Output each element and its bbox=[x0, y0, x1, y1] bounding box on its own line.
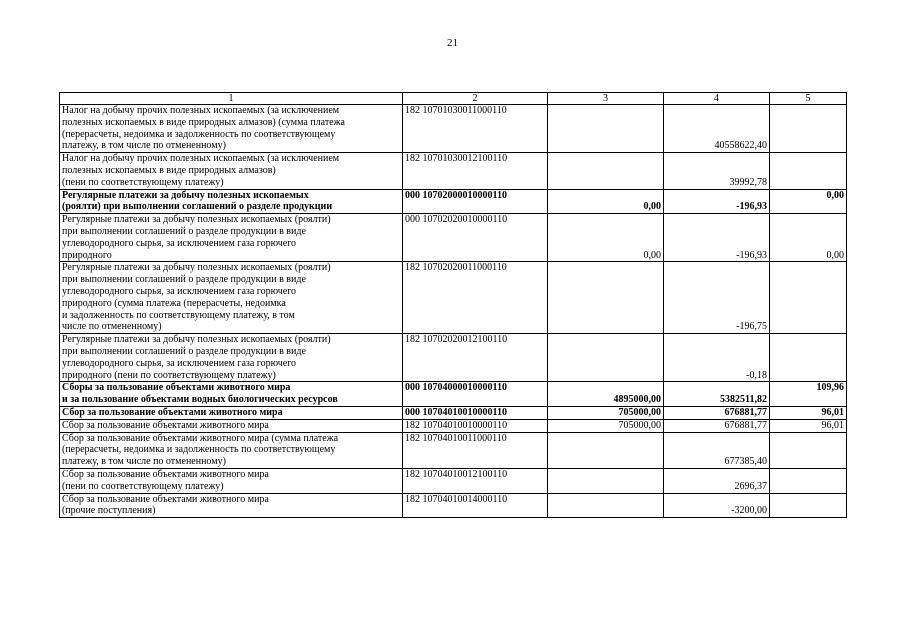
cell-code: 000 10704000010000110 bbox=[403, 382, 548, 407]
table-row bbox=[60, 153, 847, 189]
name-line: (пени по соответствующему платежу) bbox=[62, 480, 224, 492]
name-line: (пени по соответствующему платежу) bbox=[62, 176, 224, 188]
column-header-1: 1 bbox=[60, 93, 403, 105]
cell-code: 182 10704010014000110 bbox=[403, 493, 548, 518]
cell-plan: 0,00 bbox=[548, 189, 664, 214]
name-line: Сбор за пользование объектами животного мира bbox=[62, 419, 269, 431]
name-line: Налог на добычу прочих полезных ископаемых (за исключением bbox=[62, 153, 340, 165]
cell-plan bbox=[548, 153, 664, 189]
cell-name bbox=[60, 105, 403, 153]
table-row bbox=[60, 493, 847, 518]
cell-plan: 0,00 bbox=[548, 214, 664, 262]
name-line: полезных ископаемых в виде природных алмазов) (сумма платежа bbox=[62, 116, 345, 128]
name-line: Сбор за пользование объектами животного мира bbox=[62, 468, 269, 480]
name-line: и за пользование объектами водных биологических ресурсов bbox=[62, 394, 338, 406]
cell-actual: 5382511,82 bbox=[664, 382, 770, 407]
cell-percent: 96,01 bbox=[770, 419, 847, 432]
column-header-3: 3 bbox=[548, 93, 664, 105]
cell-percent bbox=[770, 105, 847, 153]
header-row bbox=[60, 93, 847, 105]
column-header-5: 5 bbox=[770, 93, 847, 105]
name-line: природного (сумма платежа (перерасчеты, недоимка bbox=[62, 297, 286, 309]
cell-name bbox=[60, 334, 403, 382]
cell-percent bbox=[770, 262, 847, 334]
cell-code: 182 10702020012100110 bbox=[403, 334, 548, 382]
name-line: Регулярные платежи за добычу полезных ископаемых bbox=[62, 189, 309, 201]
name-line: Сборы за пользование объектами животного мира bbox=[62, 382, 291, 394]
name-line: природного bbox=[62, 249, 112, 261]
cell-actual: -3200,00 bbox=[664, 493, 770, 518]
cell-name bbox=[60, 468, 403, 493]
name-line: Регулярные платежи за добычу полезных ископаемых (роялти) bbox=[62, 334, 331, 346]
table-row bbox=[60, 262, 847, 334]
cell-percent bbox=[770, 432, 847, 468]
cell-percent: 0,00 bbox=[770, 189, 847, 214]
table-row bbox=[60, 406, 847, 419]
name-line: Регулярные платежи за добычу полезных ископаемых (роялти) bbox=[62, 214, 331, 226]
name-line: при выполнении соглашений о разделе продукции в виде bbox=[62, 345, 306, 357]
table-row bbox=[60, 214, 847, 262]
name-line: Сбор за пользование объектами животного мира bbox=[62, 406, 283, 418]
cell-actual: -196,93 bbox=[664, 214, 770, 262]
column-header-4: 4 bbox=[664, 93, 770, 105]
cell-code: 182 10701030012100110 bbox=[403, 153, 548, 189]
cell-plan bbox=[548, 432, 664, 468]
cell-plan bbox=[548, 493, 664, 518]
cell-actual: 2696,37 bbox=[664, 468, 770, 493]
name-line: углеводородного сырья, за исключением газа горючего bbox=[62, 357, 297, 369]
cell-name bbox=[60, 214, 403, 262]
table-row bbox=[60, 432, 847, 468]
name-line: Налог на добычу прочих полезных ископаемых (за исключением bbox=[62, 105, 340, 116]
name-line: (перерасчеты, недоимка и задолженность по соответствующему bbox=[62, 444, 336, 456]
cell-name bbox=[60, 262, 403, 334]
cell-name bbox=[60, 419, 403, 432]
cell-actual: -0,18 bbox=[664, 334, 770, 382]
name-line: Сбор за пользование объектами животного мира bbox=[62, 493, 269, 505]
cell-percent bbox=[770, 468, 847, 493]
cell-plan: 4895000,00 bbox=[548, 382, 664, 407]
cell-percent: 0,00 bbox=[770, 214, 847, 262]
cell-plan: 705000,00 bbox=[548, 406, 664, 419]
cell-percent bbox=[770, 493, 847, 518]
cell-name bbox=[60, 493, 403, 518]
cell-code: 182 10704010011000110 bbox=[403, 432, 548, 468]
name-line: (роялти) при выполнении соглашений о разделе продукции bbox=[62, 201, 333, 213]
cell-code: 182 10704010012100110 bbox=[403, 468, 548, 493]
cell-name bbox=[60, 153, 403, 189]
cell-code: 000 10702000010000110 bbox=[403, 189, 548, 214]
cell-percent: 109,96 bbox=[770, 382, 847, 407]
cell-code: 182 10704010010000110 bbox=[403, 419, 548, 432]
name-line: и задолженность по соответствующему платежу, в том bbox=[62, 309, 295, 321]
page-number: 21 bbox=[447, 37, 458, 49]
cell-actual: 676881,77 bbox=[664, 406, 770, 419]
name-line: углеводородного сырья, за исключением газа горючего bbox=[62, 237, 297, 249]
cell-plan bbox=[548, 262, 664, 334]
name-line: Сбор за пользование объектами животного мира (сумма платежа bbox=[62, 432, 339, 444]
table-row bbox=[60, 419, 847, 432]
table-row bbox=[60, 189, 847, 214]
name-line: числе по отмененному) bbox=[62, 321, 162, 333]
name-line: полезных ископаемых в виде природных алмазов) bbox=[62, 164, 276, 176]
cell-plan bbox=[548, 334, 664, 382]
name-line: (прочие поступления) bbox=[62, 505, 156, 517]
cell-actual: -196,75 bbox=[664, 262, 770, 334]
cell-code: 000 10704010010000110 bbox=[403, 406, 548, 419]
cell-actual: 677385,40 bbox=[664, 432, 770, 468]
table-row bbox=[60, 105, 847, 153]
cell-name bbox=[60, 382, 403, 407]
cell-name bbox=[60, 189, 403, 214]
cell-plan bbox=[548, 105, 664, 153]
table-row bbox=[60, 382, 847, 407]
cell-plan bbox=[548, 468, 664, 493]
cell-code: 000 10702020010000110 bbox=[403, 214, 548, 262]
name-line: природного (пени по соответствующему платежу) bbox=[62, 369, 276, 381]
cell-actual: -196,93 bbox=[664, 189, 770, 214]
name-line: Регулярные платежи за добычу полезных ископаемых (роялти) bbox=[62, 262, 331, 274]
name-line: углеводородного сырья, за исключением газа горючего bbox=[62, 285, 297, 297]
name-line: при выполнении соглашений о разделе продукции в виде bbox=[62, 225, 306, 237]
table-row bbox=[60, 334, 847, 382]
cell-actual: 676881,77 bbox=[664, 419, 770, 432]
budget-table bbox=[59, 92, 847, 518]
name-line: платежу, в том числе по отмененному) bbox=[62, 140, 226, 152]
cell-actual: 39992,78 bbox=[664, 153, 770, 189]
cell-name bbox=[60, 432, 403, 468]
column-header-2: 2 bbox=[403, 93, 548, 105]
cell-code: 182 10701030011000110 bbox=[403, 105, 548, 153]
table-body bbox=[60, 105, 847, 518]
name-line: при выполнении соглашений о разделе продукции в виде bbox=[62, 274, 306, 286]
cell-name bbox=[60, 406, 403, 419]
cell-percent bbox=[770, 334, 847, 382]
name-line: (перерасчеты, недоимка и задолженность по соответствующему bbox=[62, 128, 336, 140]
cell-actual: 40558622,40 bbox=[664, 105, 770, 153]
cell-percent: 96,01 bbox=[770, 406, 847, 419]
cell-percent bbox=[770, 153, 847, 189]
table-row bbox=[60, 468, 847, 493]
cell-code: 182 10702020011000110 bbox=[403, 262, 548, 334]
name-line: платежу, в том числе по отмененному) bbox=[62, 456, 226, 468]
cell-plan: 705000,00 bbox=[548, 419, 664, 432]
